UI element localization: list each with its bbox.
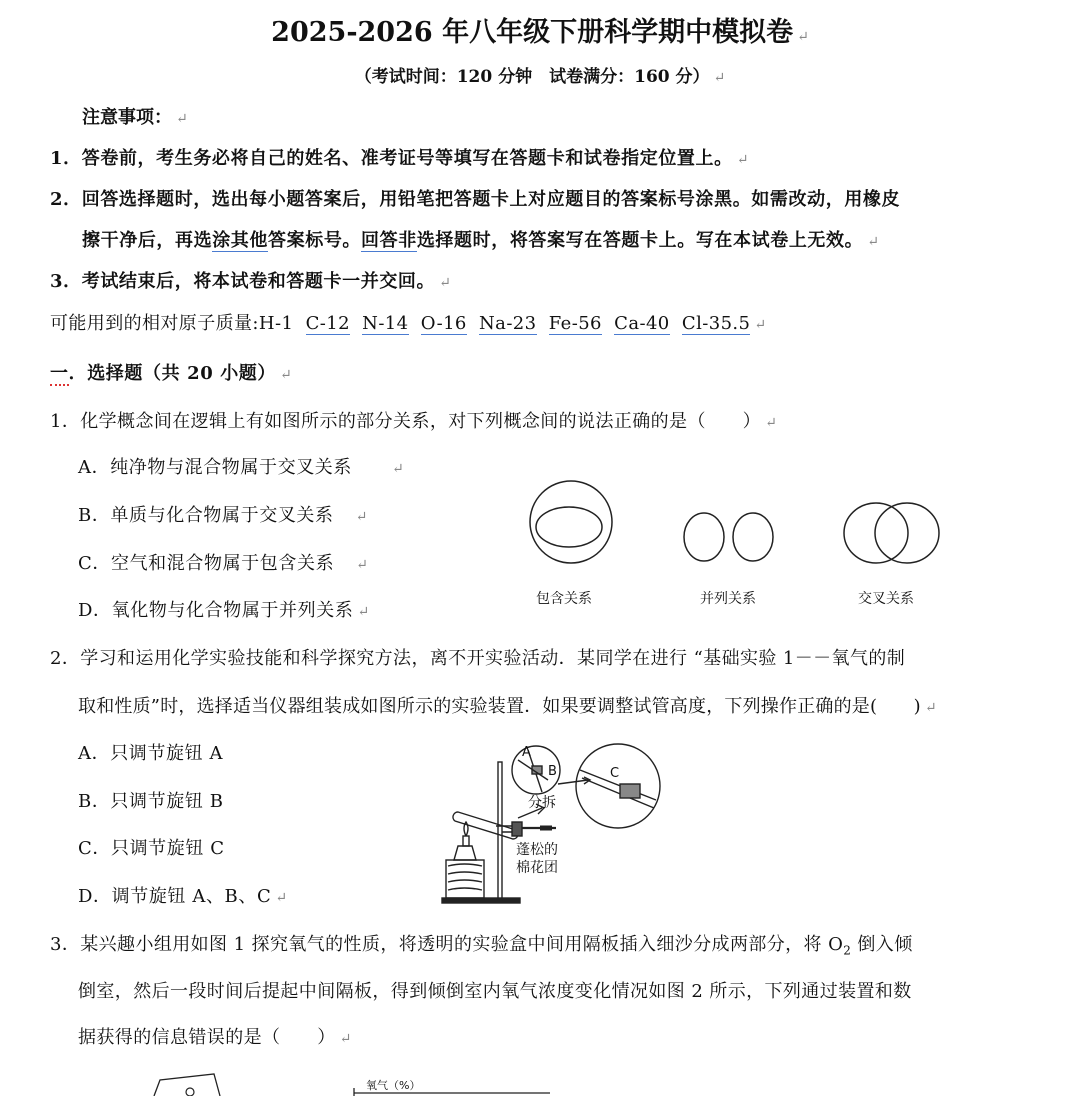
q2-option-b[interactable]: B．只调节旋钮 B bbox=[78, 791, 224, 812]
exam-info: （考试时间：120 分钟 试卷满分：160 分） ↵ bbox=[354, 67, 726, 87]
q1-option-d[interactable]: D．氧化物与化合物属于并列关系 ↵ bbox=[78, 600, 370, 621]
notice-item-2: 2．回答选择题时，选出每小题答案后，用铅笔把答题卡上对应题目的答案标号涂黑。如需改动，用橡皮 bbox=[50, 189, 901, 210]
parallel-diagram bbox=[684, 513, 773, 561]
notice-title: 注意事项： ↵ bbox=[82, 107, 188, 128]
q1-option-b[interactable]: B．单质与化合物属于交叉关系 ↵ bbox=[78, 505, 368, 526]
label-parallel: 并列关系 bbox=[700, 591, 756, 607]
q2-option-c[interactable]: C．只调节旋钮 C bbox=[78, 838, 225, 859]
notice-item-2-cont: 擦干净后，再选涂其他答案标号。回答非选择题时，将答案写在答题卡上。写在本试卷上无效。 ↵ bbox=[82, 230, 880, 251]
figure-1-box bbox=[150, 1070, 230, 1096]
section-heading: 一．选择题（共 20 小题） ↵ bbox=[50, 363, 293, 384]
cotton-label-1: 蓬松的 bbox=[516, 842, 558, 858]
question-2-stem-cont: 取和性质”时，选择适当仪器组装成如图所示的实验装置．如果要调整试管高度，下列操作正确的是( ) ↵ bbox=[78, 696, 937, 717]
q2-option-a[interactable]: A．只调节旋钮 A bbox=[78, 743, 224, 764]
page-title: 2025-2026 年八年级下册科学期中模拟卷 ↵ bbox=[271, 17, 809, 48]
intersect-diagram bbox=[844, 503, 939, 563]
q1-option-c[interactable]: C．空气和混合物属于包含关系 ↵ bbox=[78, 553, 369, 574]
knob-b-label: B bbox=[548, 764, 557, 779]
figure-2-axis bbox=[350, 1086, 560, 1096]
knob-a-label: A bbox=[522, 745, 531, 760]
atomic-mass-line: 可能用到的相对原子质量:H-1 C-12 N-14 O-16 Na-23 Fe-56 Ca-40 Cl-35.5 ↵ bbox=[50, 313, 767, 334]
knob-c-label: C bbox=[610, 766, 620, 781]
notice-item-3: 3．考试结束后，将本试卷和答题卡一并交回。 ↵ bbox=[50, 271, 452, 292]
contain-diagram bbox=[530, 481, 612, 563]
figure-2-axis-label: 氧气（%） bbox=[366, 1079, 421, 1092]
label-contain: 包含关系 bbox=[536, 591, 592, 607]
label-intersect: 交叉关系 bbox=[858, 591, 914, 607]
question-3-stem-end: 据获得的信息错误的是（ ） ↵ bbox=[78, 1027, 352, 1048]
question-3-stem: 3．某兴趣小组用如图 1 探究氧气的性质，将透明的实验盒中间用隔板插入细沙分成两部分，将 $O_2$ 倒入倾 bbox=[50, 934, 913, 958]
question-2-stem: 2．学习和运用化学实验技能和科学探究方法，离不开实验活动．某同学在进行 “基础实验 1－－氧气的制 bbox=[50, 648, 906, 669]
q1-option-a[interactable]: A．纯净物与混合物属于交叉关系 ↵ bbox=[78, 457, 405, 478]
question-3-stem-cont: 倒室，然后一段时间后提起中间隔板，得到倾倒室内氧气浓度变化情况如图 2 所示，下列通过装置和数 bbox=[78, 981, 912, 1002]
q2-option-d[interactable]: D．调节旋钮 A、B、C ↵ bbox=[78, 886, 288, 907]
question-1-stem: 1．化学概念间在逻辑上有如图所示的部分关系，对下列概念间的说法正确的是（ ） ↵ bbox=[50, 411, 778, 432]
notice-item-1: 1．答卷前，考生务必将自己的姓名、准考证号等填写在答题卡和试卷指定位置上。 ↵ bbox=[50, 148, 750, 169]
cotton-label-2: 棉花团 bbox=[516, 860, 558, 876]
split-label: 分拆 bbox=[528, 795, 556, 811]
